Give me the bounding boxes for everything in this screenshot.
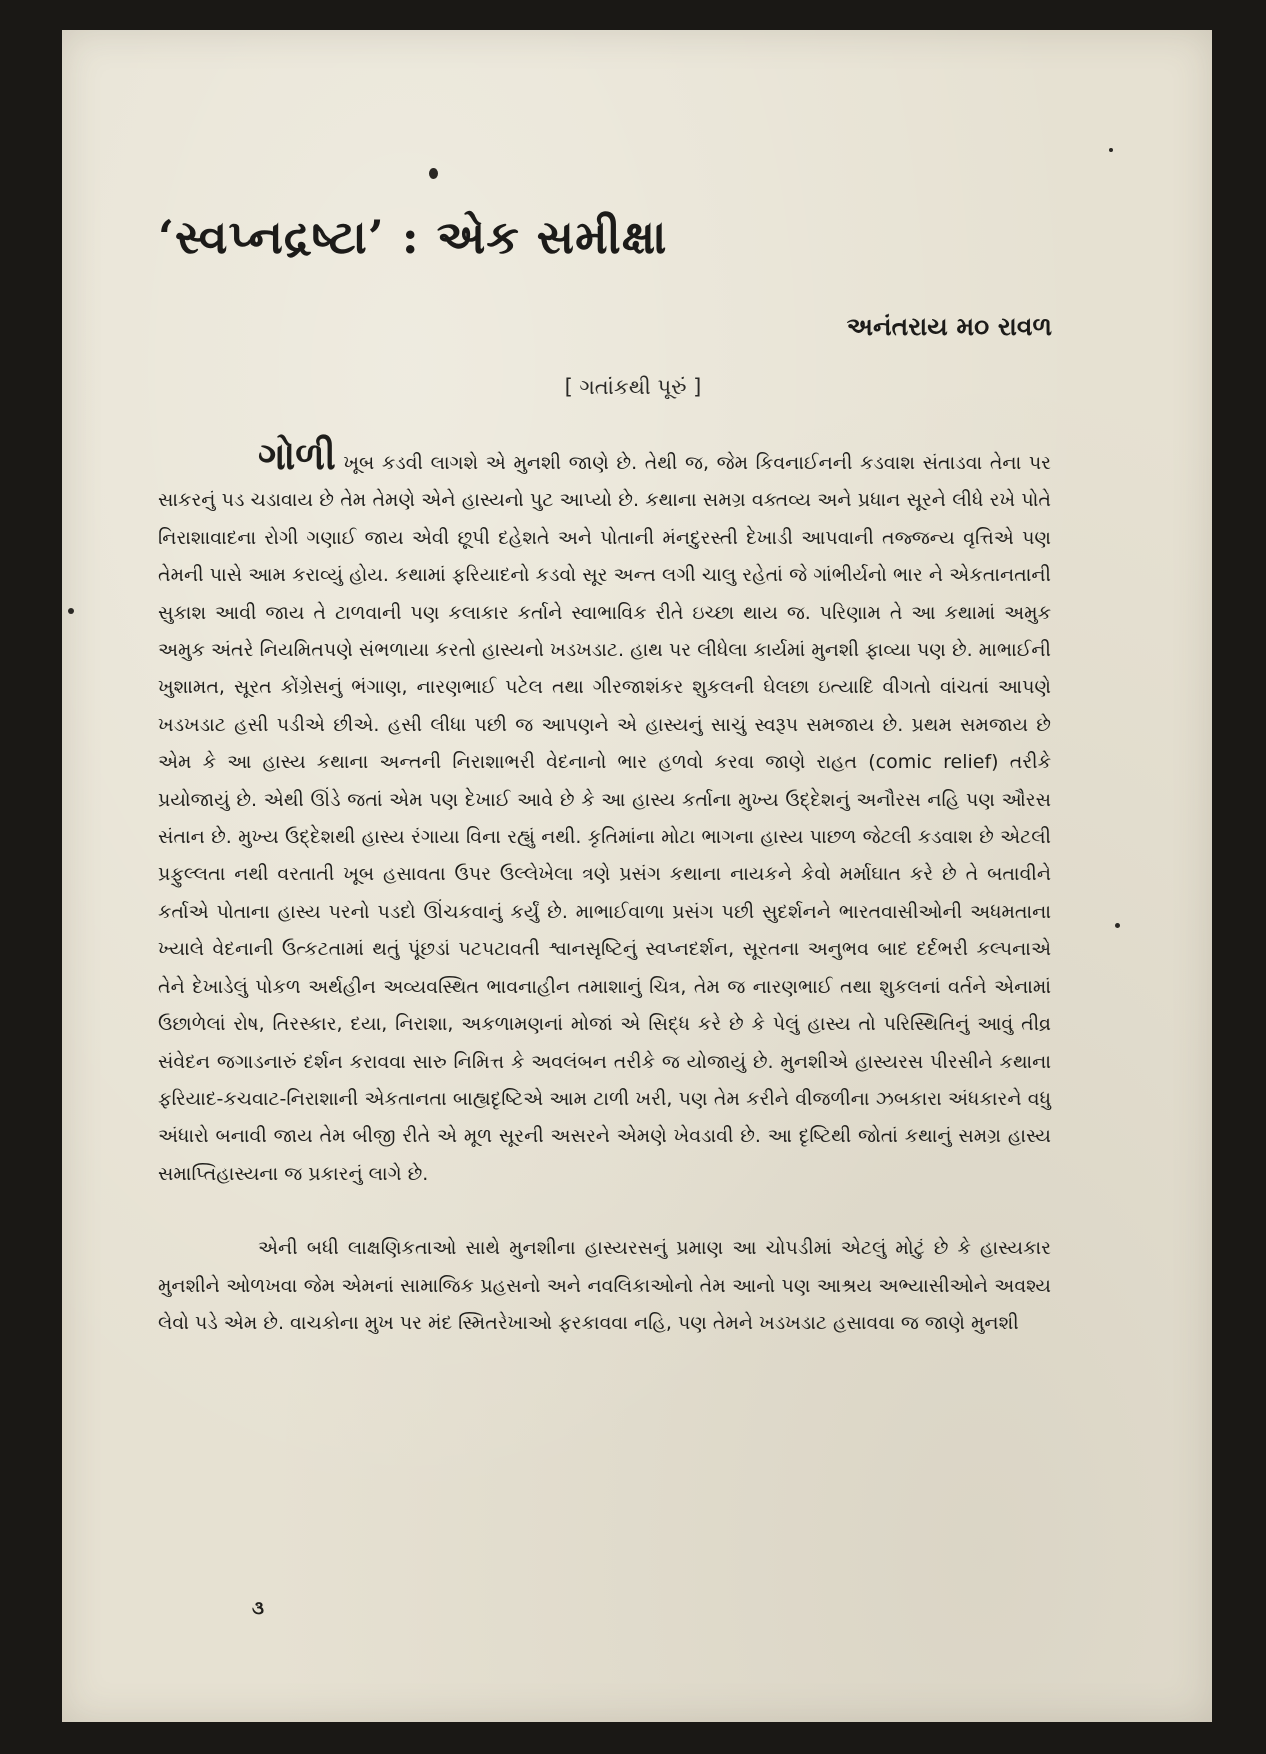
article-title: ‘સ્વપ્નદ્રષ્ટા’ : એક સમીક્ષા [158,210,668,264]
ink-speck [1109,148,1113,152]
ink-speck [429,168,438,179]
paragraph-1-text: ખૂબ કડવી લાગશે એ મુનશી જાણે છે. તેથી જ, જેમ કિવનાઈનની કડવાશ સંતાડવા તેના પર સાકરનું પડ ચડાવાય છે તેમ તેમણે એને હાસ્યનો પુટ આપ્યો છે. કથાના સમગ્ર વક્તવ્ય અને પ્રધાન સૂરને લીધે રખે પોતે નિરાશાવાદના રોગી ગણાઈ જાય એવી છૂપી દહેશતે અને પોતાની મંનદુરસ્તી દેખાડી આપવાની તજ્જન્ય વૃત્તિએ પણ તેમની પાસે આમ કરાવ્યું હોય. કથામાં ફરિયાદનો કડવો સૂર અન્ત લગી ચાલુ રહેતાં જે ગાંભીર્યનો ભાર ને એકતાનતાની સુકાશ આવી જાય તે ટાળવાની પણ કલાકાર કર્તાને સ્વાભાવિક રીતે ઇચ્છા થાય જ. પરિણામ તે આ કથામાં અમુક અમુક અંતરે નિયમિતપણે સંભળાયા કરતો હાસ્યનો ખડખડાટ. હાથ પર લીધેલા કાર્યમાં મુનશી ફાવ્યા પણ છે. માભાઈની ખુશામત, સૂરત કોંગ્રેસનું ભંગાણ, નારણભાઈ પટેલ તથા ગીરજાશંકર શુકલની ઘેલછા ઇત્યાદિ વીગતો વાંચતાં આપણે ખડખડાટ હસી પડીએ છીએ. હસી લીધા પછી જ આપણને એ હાસ્યનું સાચું સ્વરૂપ સમજાય છે. પ્રથમ સમજાય છે એમ કે આ હાસ્ય કથાના અન્તની નિરાશાભરી વેદનાનો ભાર હળવો કરવા જાણે રાહત (comic relief) તરીકે પ્રયોજાયું છે. એથી ઊંડે જતાં એમ પણ દેખાઈ આવે છે કે આ હાસ્ય કર્તાના મુખ્ય ઉદ્દેશનું અનૌરસ નહિ પણ ઔરસ સંતાન છે. મુખ્ય ઉદ્દેશથી હાસ્ય રંગાયા વિના રહ્યું નથી. કૃતિમાંના મોટા ભાગના હાસ્ય પાછળ જેટલી કડવાશ છે એટલી પ્રફુલ્લતા નથી વરતાતી ખૂબ હસાવતા ઉપર ઉલ્લેખેલા ત્રણે પ્રસંગ કથાના નાયકને કેવો મર્માઘાત કરે છે તે બતાવીને કર્તાએ પોતાના હાસ્ય પરનો પડદો ઊંચકવાનું કર્યું છે. માભાઈવાળા પ્રસંગ પછી સુદર્શનને ભારતવાસીઓની અધમતાના ખ્યાલે વેદનાની ઉત્કટતામાં થતું પૂંછડાં પટપટાવતી શ્વાનસૃષ્ટિનું સ્વપ્નદર્શન, સૂરતના અનુભવ બાદ દર્દભરી કલ્પનાએ તેને દેખાડેલું પોકળ અર્થહીન અવ્યવસ્થિત ભાવનાહીન તમાશાનું ચિત્ર, તેમ જ નારણભાઈ તથા શુકલનાં વર્તને એનામાં ઉછાળેલાં રોષ, તિરસ્કાર, દયા, નિરાશા, અકળામણનાં મોજાં એ સિદ્ધ કરે છે કે પેલું હાસ્ય તો પરિસ્થિતિનું આવું તીવ્ર સંવેદન જગાડનારું દર્શન કરાવવા સારુ નિમિત્ત કે અવલંબન તરીકે જ યોજાયું છે. મુનશીએ હાસ્યરસ પીરસીને કથાના ફરિયાદ-કચવાટ-નિરાશાની એકતાનતા બાહ્યદૃષ્ટિએ આમ ટાળી ખરી, પણ તેમ કરીને વીજળીના ઝબકારા અંધકારને વધુ અંધારો બનાવી જાય તેમ બીજી રીતે એ મૂળ સૂરની અસરને એમણે ખેવડાવી છે. આ દૃષ્ટિથી જોતાં કથાનું સમગ્ર હાસ્ય સમાપ્તિહાસ્યના જ પ્રકારનું લાગે છે. [158,452,1051,1185]
ink-speck [1115,923,1120,928]
ink-speck [68,608,74,614]
continued-note: [ ગતાંકથી પૂરું ] [564,375,702,399]
article-author: અનંતરાય મ૦ રાવળ [846,312,1052,341]
page-number: ૩ [252,1598,264,1619]
article-body [158,433,1051,1342]
paragraph-2: એની બધી લાક્ષણિકતાઓ સાથે મુનશીના હાસ્યરસનું પ્રમાણ આ ચોપડીમાં એટલું મોટું છે કે હાસ્યકાર મુનશીને ઓળખવા જેમ એમનાં સામાજિક પ્રહસનો અને નવલિકાઓનો તેમ આનો પણ આશ્રય અભ્યાસીઓને અવશ્ય લેવો પડે એમ છે. વાચકોના મુખ પર મંદ સ્મિતરેખાઓ ફરકાવવા નહિ, પણ તેમને ખડખડાટ હસાવવા જ જાણે મુનશી [158,1237,1051,1334]
paragraph-1 [158,433,1051,1193]
dropcap-word: ગોળી [258,433,336,478]
